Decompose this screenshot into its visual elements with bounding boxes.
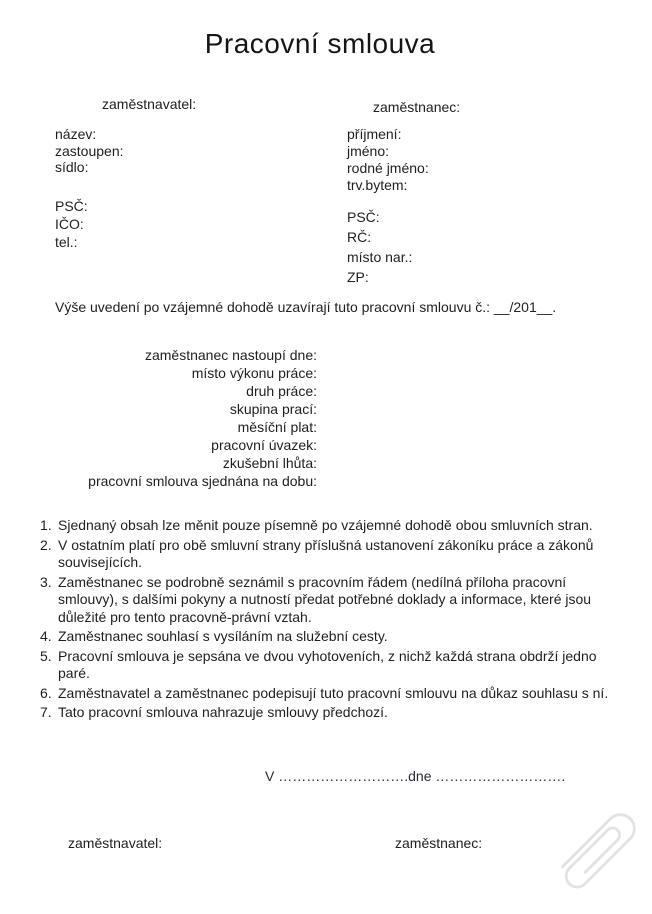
clause-text: Zaměstnanec se podrobně seznámil s pracovním řádem (nedílná příloha pracovní smlouvy), s dalšími pokyny a nutností předat potřebné doklady a informace, které jsou důležité pro tento pracovně-právní vztah. (58, 573, 592, 625)
clause-text: Sjednaný obsah lze měnit pouze písemně po vzájemné dohodě obou smluvních stran. (58, 517, 593, 533)
field-label-jmeno: jméno: (347, 143, 390, 159)
clause-item (40, 648, 616, 683)
employee-section-heading: zaměstnanec: (373, 99, 461, 115)
employee-fields-bottom (347, 207, 412, 287)
field-label-sjednana-na-dobu: pracovní smlouva sjednána na dobu: (88, 473, 317, 489)
clause-text: Tato pracovní smlouva nahrazuje smlouvy předchozí. (58, 704, 388, 720)
clause-text: V ostatním platí pro obě smluvní strany příslušná ustanovení zákoníku práce a zákonů souvisejících. (58, 536, 594, 570)
field-label-rodne-jmeno: rodné jméno: (347, 160, 429, 176)
place-and-date-line: V ……………………….dne ………………………. (265, 768, 566, 784)
field-label-tel: tel.: (55, 234, 78, 250)
field-label-pracovni-uvazek: pracovní úvazek: (211, 437, 317, 453)
field-label-ico: IČO: (55, 216, 84, 232)
clause-number: 4. (40, 628, 52, 644)
field-label-sidlo: sídlo: (55, 159, 89, 175)
field-label-nazev: název: (55, 126, 97, 142)
field-label-misto-nar: místo nar.: (347, 249, 413, 265)
clause-item (40, 517, 616, 535)
field-label-prijmeni: příjmení: (347, 126, 402, 142)
employer-fields-top (55, 126, 124, 176)
clause-item (40, 704, 616, 722)
clause-number: 1. (40, 517, 52, 533)
field-label-misto-vykonu: místo výkonu práce: (191, 365, 317, 381)
clause-item (40, 574, 616, 627)
clause-text: Pracovní smlouva je sepsána ve dvou vyhotoveních, z nichž každá strana obdrží jedno paré. (58, 647, 597, 681)
clause-text: Zaměstnavatel a zaměstnanec podepisují tuto pracovní smlouvu na důkaz souhlasu s ní. (58, 684, 609, 701)
field-label-zp: ZP: (347, 269, 369, 285)
employer-signature-label: zaměstnavatel: (68, 835, 163, 851)
field-label-trv-bytem: trv.bytem: (347, 177, 408, 193)
paperclip-icon (541, 796, 652, 908)
clause-item (40, 628, 616, 646)
clause-item (40, 537, 616, 572)
employer-section-heading: zaměstnavatel: (102, 96, 197, 112)
clause-number: 7. (40, 704, 52, 720)
clause-number: 2. (40, 536, 52, 553)
clause-item (40, 685, 616, 703)
field-label-skupina-praci: skupina prací: (229, 401, 317, 417)
field-label-nastoupi-dne: zaměstnanec nastoupí dne: (144, 347, 317, 363)
intro-sentence: Výše uvedení po vzájemné dohodě uzavírají tuto pracovní smlouvu č.: __/201__. (55, 299, 557, 315)
clauses-list (40, 517, 616, 724)
field-label-mesicni-plat: měsíční plat: (237, 419, 317, 435)
field-label-zkusebni-lhuta: zkušební lhůta: (222, 455, 317, 471)
employee-signature-label: zaměstnanec: (395, 835, 483, 851)
clause-number: 6. (40, 684, 52, 701)
contract-terms-fields (27, 346, 317, 490)
field-label-psc-employee: PSČ: (347, 209, 380, 225)
field-label-rc: RČ: (347, 229, 372, 245)
clause-number: 3. (40, 573, 52, 590)
employer-fields-bottom (55, 197, 88, 251)
field-label-zastoupen: zastoupen: (55, 142, 124, 159)
clause-text: Zaměstnanec souhlasí s vysíláním na služební cesty. (58, 628, 388, 644)
employee-fields-top (347, 126, 429, 194)
paperclip-decor (541, 796, 652, 908)
page-title: Pracovní smlouva (204, 28, 436, 59)
field-label-psc-employer: PSČ: (55, 198, 88, 214)
clause-number: 5. (40, 647, 52, 664)
field-label-druh-prace: druh práce: (246, 383, 317, 399)
